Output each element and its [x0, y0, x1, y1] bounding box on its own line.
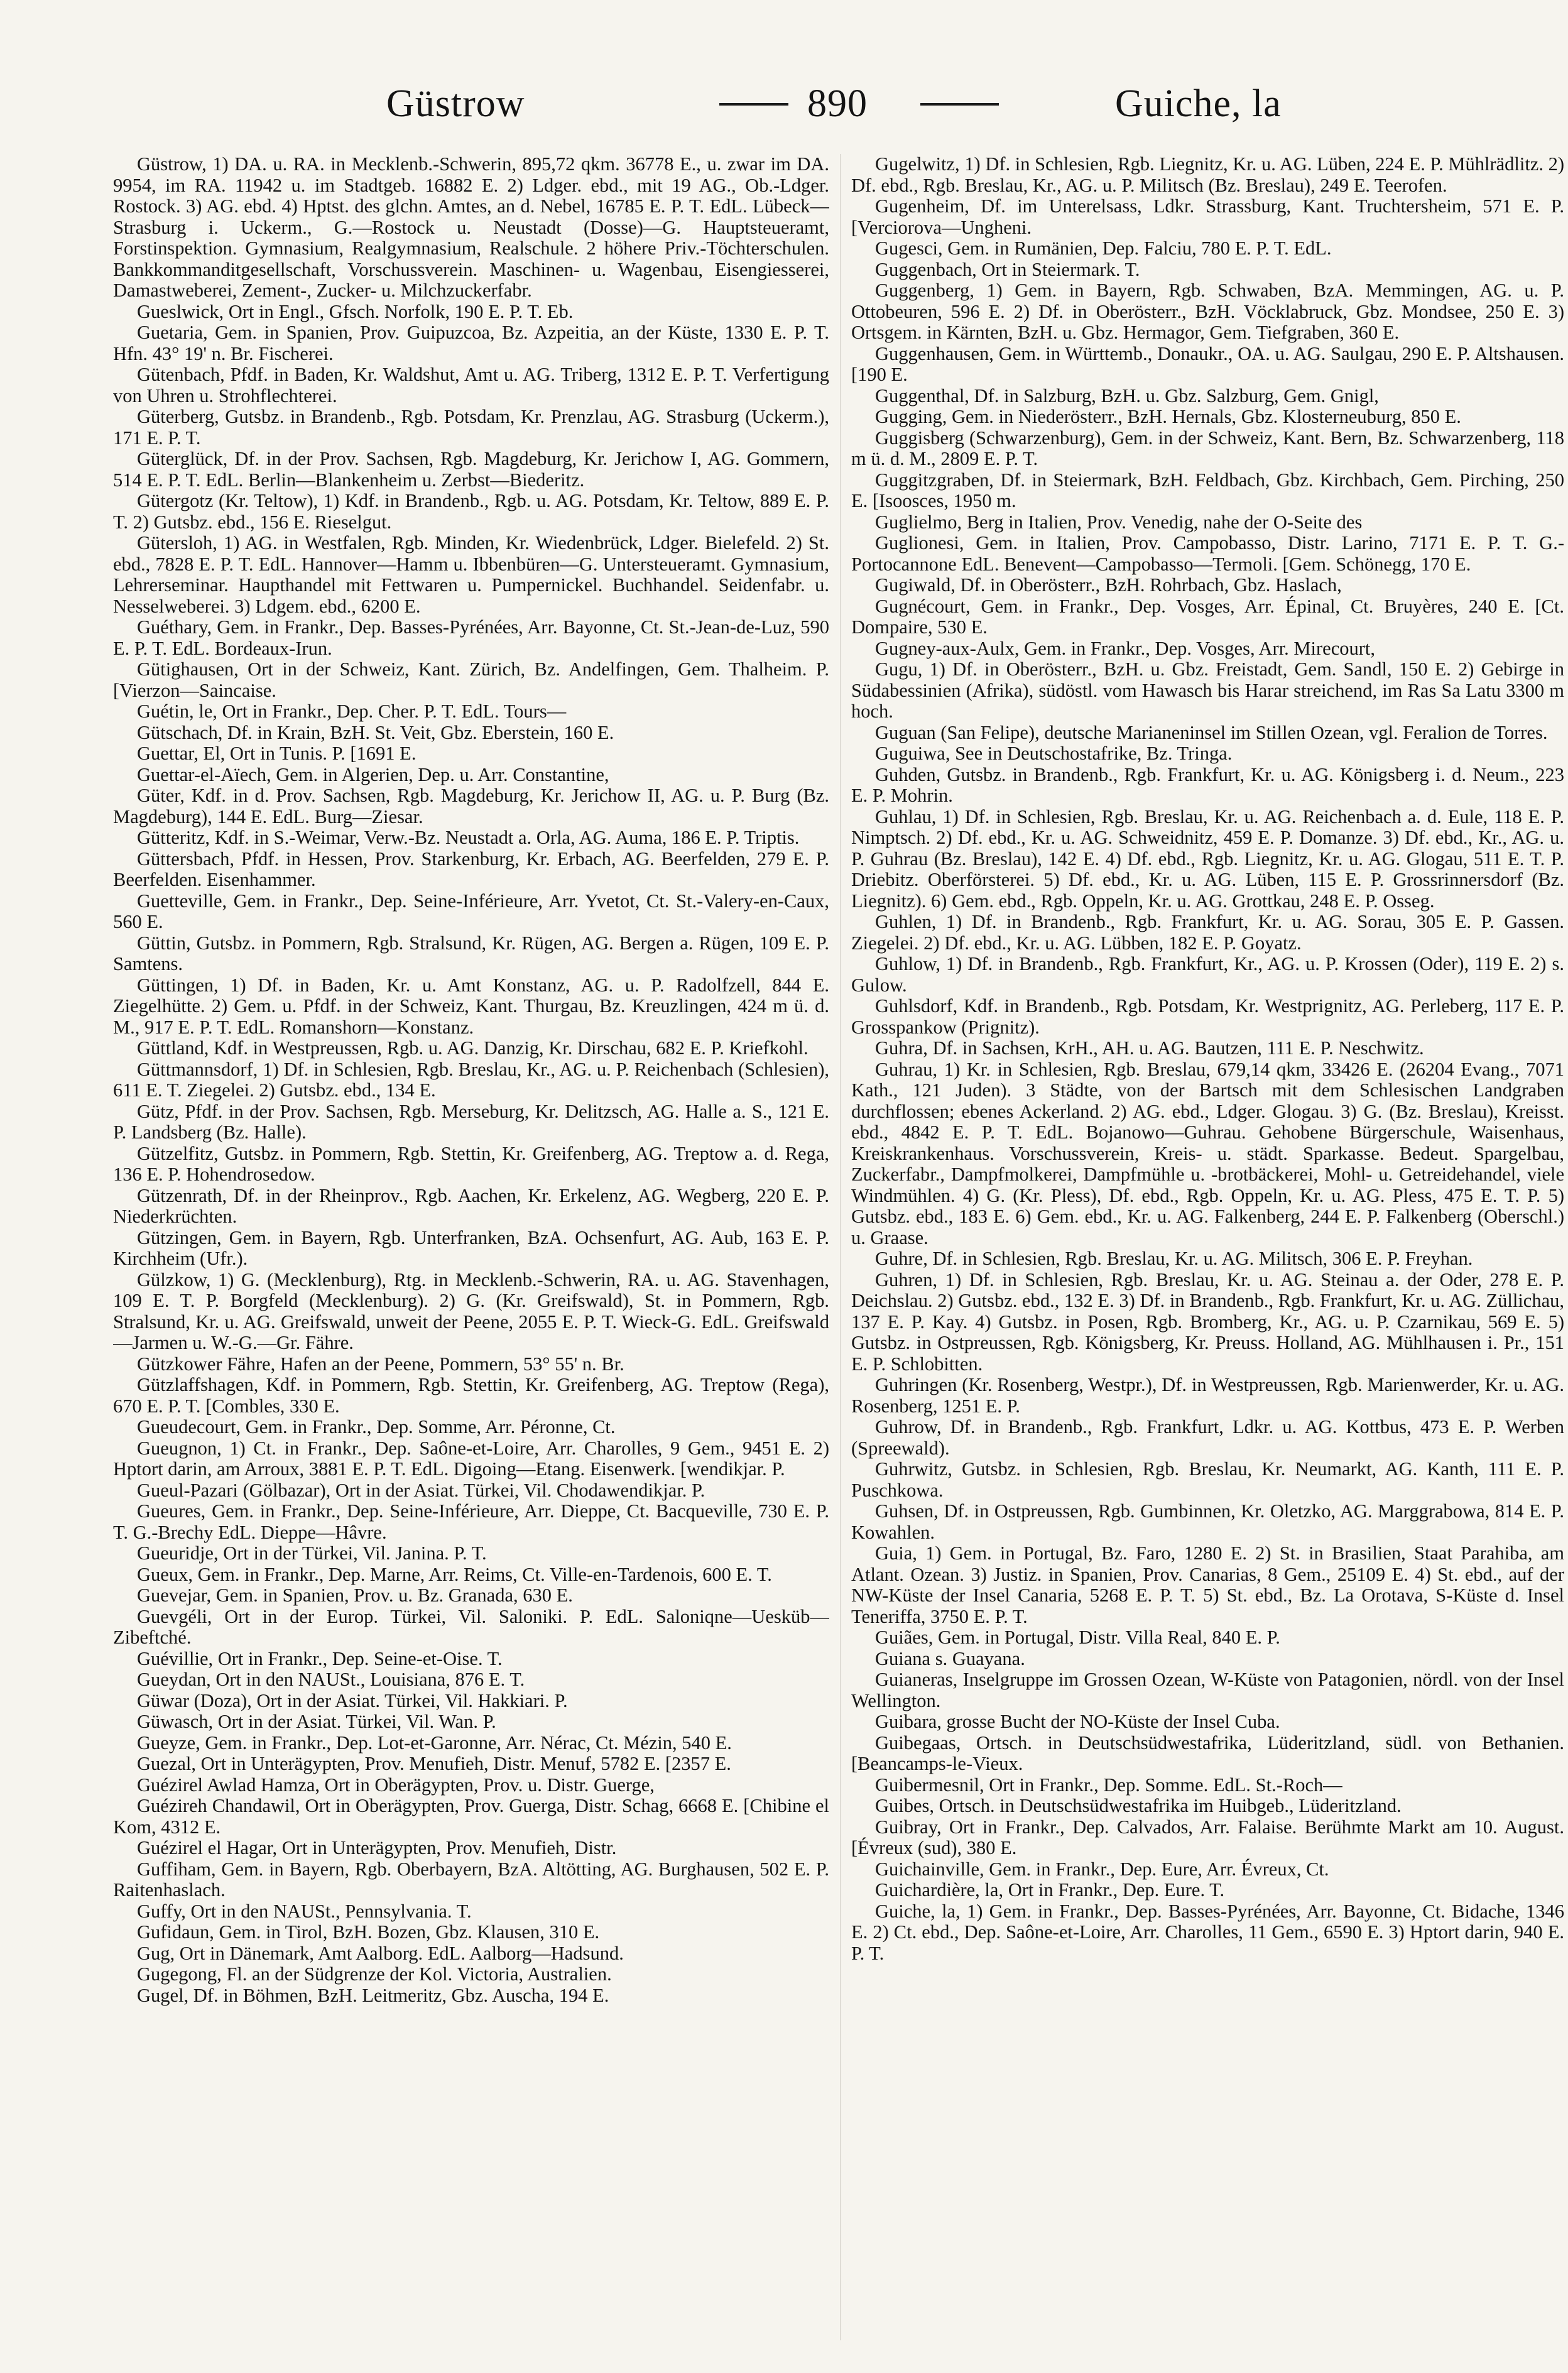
entry: Guichainville, Gem. in Frankr., Dep. Eure, Arr. Évreux, Ct. [875, 1858, 1329, 1880]
entry: Guettar-el-Aïech, Gem. in Algerien, Dep. u. Arr. Constantine, [137, 763, 609, 785]
entry: Gueux, Gem. in Frankr., Dep. Marne, Arr. Reims, Ct. Ville-en-Tardenois, 600 E. T. [137, 1563, 772, 1585]
entry: Gueugnon, 1) Ct. in Frankr., Dep. Saône-et-Loire, Arr. Charolles, 9 Gem., 9451 E. 2) Hptort darin, am Arroux, 3881 E. P. T. EdL. Digoing—Etang. Eisenwerk. [wendikjar. P. [113, 1437, 829, 1480]
entry: Guézirel el Hagar, Ort in Unterägypten, Prov. Menufieh, Distr. [137, 1837, 617, 1858]
entry: Guhrau, 1) Kr. in Schlesien, Rgb. Breslau, 679,14 qkm, 33426 E. (26204 Evang., 7071 Kath., 121 Juden). 3 Städte, von der Bartsch mit dem Schlesischen Landgraben durchflossen; ebenes Ackerland. 2) AG. ebd., Ldger. Glogau. 3) G. (Bz. Breslau), Kreisst. ebd., 4842 E. P. T. EdL. Bojanowo—Guhrau. Gehobene Bürgerschule, Waisenhaus, Kreiskrankenhaus. Vorschussverein, Kreis- u. städt. Sparkasse. Bedeut. Spargelbau, Zuckerfabr., Dampfmolkerei, Dampfmühle u. -brotbäckerei, Mohl- u. Getreidehandel, viele Windmühlen. 4) G. (Kr. Pless), Df. ebd., Rgb. Oppeln, Kr. u. AG. Pless, 475 E. T. P. 5) Gutsbz. ebd., 183 E. 6) Gem. ebd., Kr. u. AG. Falkenberg, 244 E. P. Falkenberg (Oberschl.) u. Graase. [851, 1058, 1564, 1248]
entry: Guéthary, Gem. in Frankr., Dep. Basses-Pyrénées, Arr. Bayonne, Ct. St.-Jean-de-Luz, 590 E. P. T. EdL. Bordeaux-Irun. [113, 616, 829, 659]
entry: Guguiwa, See in Deutschostafrike, Bz. Tringa. [875, 743, 1233, 764]
entry: Guhra, Df. in Sachsen, KrH., AH. u. AG. Bautzen, 111 E. P. Neschwitz. [875, 1037, 1424, 1059]
entry: Guhlsdorf, Kdf. in Brandenb., Rgb. Potsdam, Kr. Westprignitz, AG. Perleberg, 117 E. P. Grosspankow (Prignitz). [851, 995, 1564, 1038]
entry: Guevgéli, Ort in der Europ. Türkei, Vil. Saloniki. P. EdL. Saloniqne—Uesküb—Zibeftché. [113, 1605, 829, 1648]
left-column [113, 154, 829, 2347]
entry: Guggitzgraben, Df. in Steiermark, BzH. Feldbach, Gbz. Kirchbach, Gem. Pirching, 250 E. [Isoosces, 1950 m. [851, 469, 1564, 511]
entry: Guhrow, Df. in Brandenb., Rgb. Frankfurt, Ldkr. u. AG. Kottbus, 473 E. P. Werben (Spreewald). [851, 1416, 1564, 1459]
entry: Gugegong, Fl. an der Südgrenze der Kol. Victoria, Australien. [137, 1963, 612, 1985]
entry: Guffiham, Gem. in Bayern, Rgb. Oberbayern, BzA. Altötting, AG. Burghausen, 502 E. P. Raitenhaslach. [113, 1858, 829, 1901]
page-header [0, 69, 1568, 138]
entry: Guhsen, Df. in Ostpreussen, Rgb. Gumbinnen, Kr. Oletzko, AG. Marggrabowa, 814 E. P. Kowahlen. [851, 1500, 1564, 1543]
entry: Gützingen, Gem. in Bayern, Rgb. Unterfranken, BzA. Ochsenfurt, AG. Aub, 163 E. P. Kirchheim (Ufr.). [113, 1226, 829, 1269]
entry: Güttersbach, Pfdf. in Hessen, Prov. Starkenburg, Kr. Erbach, AG. Beerfelden, 279 E. P. Beerfelden. Eisenhammer. [113, 848, 829, 890]
entry: Guiães, Gem. in Portugal, Distr. Villa Real, 840 E. P. [875, 1627, 1280, 1648]
entry: Guguan (San Felipe), deutsche Marianeninsel im Stillen Ozean, vgl. Feralion de Torres. [875, 721, 1548, 743]
entry: Guffy, Ort in den NAUSt., Pennsylvania. T. [137, 1900, 472, 1922]
entry: Gütergotz (Kr. Teltow), 1) Kdf. in Brandenb., Rgb. u. AG. Potsdam, Kr. Teltow, 889 E. P. T. 2) Gutsbz. ebd., 156 E. Rieselgut. [113, 490, 829, 533]
entry: Guggenthal, Df. in Salzburg, BzH. u. Gbz. Salzburg, Gem. Gnigl, [875, 385, 1379, 406]
entry: Guibara, grosse Bucht der NO-Küste der Insel Cuba. [875, 1711, 1280, 1732]
entry: Güwasch, Ort in der Asiat. Türkei, Vil. Wan. P. [137, 1711, 496, 1732]
entry: Guhringen (Kr. Rosenberg, Westpr.), Df. in Westpreussen, Rgb. Marienwerder, Kr. u. AG. Rosenberg, 1251 E. P. [851, 1374, 1564, 1417]
entry: Guhlow, 1) Df. in Brandenb., Rgb. Frankfurt, Kr., AG. u. P. Krossen (Oder), 119 E. 2) s. Gulow. [851, 953, 1564, 996]
entry: Gugging, Gem. in Niederösterr., BzH. Hernals, Gbz. Klosterneuburg, 850 E. [875, 406, 1461, 427]
right-column [851, 154, 1564, 2347]
entry: Gütschach, Df. in Krain, BzH. St. Veit, Gbz. Eberstein, 160 E. [137, 721, 614, 743]
entry: Gützelfitz, Gutsbz. in Pommern, Rgb. Stettin, Kr. Greifenberg, AG. Treptow a. d. Rega, 136 E. P. Hohendrosedow. [113, 1142, 829, 1185]
entry: Guhren, 1) Df. in Schlesien, Rgb. Breslau, Kr. u. AG. Steinau a. der Oder, 278 E. P. Deichslau. 2) Gutsbz. ebd., 132 E. 3) Df. in Brandenb., Rgb. Frankfurt, Kr. u. AG. Züllichau, 137 E. P. Kay. 4) Gutsbz. in Posen, Rgb. Bromberg, Kr., AG. u. P. Czarnikau, 569 E. 5) Gutsbz. in Ostpreussen, Rgb. Königsberg, Kr. Preuss. Holland, AG. Mühlhausen i. Pr., 151 E. P. Schlobitten. [851, 1268, 1564, 1375]
entry: Guglielmo, Berg in Italien, Prov. Venedig, nahe der O-Seite des [875, 511, 1363, 533]
entry: Gueslwick, Ort in Engl., Gfsch. Norfolk, 190 E. P. T. Eb. [137, 300, 574, 322]
entry: Guhden, Gutsbz. in Brandenb., Rgb. Frankfurt, Kr. u. AG. Königsberg i. d. Neum., 223 E. P. Mohrin. [851, 763, 1564, 806]
entry: Guianeras, Inselgruppe im Grossen Ozean, W-Küste von Patagonien, nördl. von der Insel Wellington. [851, 1669, 1564, 1711]
entry: Guhrwitz, Gutsbz. in Schlesien, Rgb. Breslau, Kr. Neumarkt, AG. Kanth, 111 E. P. Puschkowa. [851, 1458, 1564, 1501]
entry: Gütersloh, 1) AG. in Westfalen, Rgb. Minden, Kr. Wiedenbrück, Ldger. Bielefeld. 2) St. ebd., 7828 E. P. T. EdL. Hannover—Hamm u. Ibbenbüren—G. Untersteueramt. Gymnasium, Lehrerseminar. Haupthandel mit Fettwaren u. Pumpernickel. Buchhandel. Seidenfabr. u. Nesselweberei. 3) Ldgem. ebd., 6200 E. [113, 532, 829, 617]
entry: Güter, Kdf. in d. Prov. Sachsen, Rgb. Magdeburg, Kr. Jerichow II, AG. u. P. Burg (Bz. Magdeburg), 144 E. EdL. Burg—Ziesar. [113, 785, 829, 827]
entry: Guia, 1) Gem. in Portugal, Bz. Faro, 1280 E. 2) St. in Brasilien, Staat Parahiba, am Atlant. Ozean. 3) Justiz. in Spanien, Prov. Canarias, 8 Gem., 25109 E. 4) St. ebd., auf der NW-Küste der Insel Canaria, 5268 E. P. T. 5) St. ebd., Bz. La Orotava, S-Küste d. Insel Teneriffa, 3750 E. P. T. [851, 1542, 1564, 1627]
entry: Güwar (Doza), Ort in der Asiat. Türkei, Vil. Hakkiari. P. [137, 1689, 568, 1711]
entry: Gütteritz, Kdf. in S.-Weimar, Verw.-Bz. Neustadt a. Orla, AG. Auma, 186 E. P. Triptis. [137, 827, 800, 848]
entry: Guichardière, la, Ort in Frankr., Dep. Eure. T. [875, 1879, 1225, 1901]
entry: Gützenrath, Df. in der Rheinprov., Rgb. Aachen, Kr. Erkelenz, AG. Wegberg, 220 E. P. Niederkrüchten. [113, 1184, 829, 1227]
entry: Gug, Ort in Dänemark, Amt Aalborg. EdL. Aalborg—Hadsund. [137, 1942, 624, 1964]
entry: Guetaria, Gem. in Spanien, Prov. Guipuzcoa, Bz. Azpeitia, an der Küste, 1330 E. P. T. Hfn. 43° 19' n. Br. Fischerei. [113, 322, 829, 364]
entry: Gueudecourt, Gem. in Frankr., Dep. Somme, Arr. Péronne, Ct. [137, 1416, 616, 1437]
entry: Gützkower Fähre, Hafen an der Peene, Pommern, 53° 55' n. Br. [137, 1353, 624, 1375]
entry: Güterglück, Df. in der Prov. Sachsen, Rgb. Magdeburg, Kr. Jerichow I, AG. Gommern, 514 E. P. T. EdL. Berlin—Blankenheim u. Zerbst—Biederitz. [113, 448, 829, 491]
entry: Guévillie, Ort in Frankr., Dep. Seine-et-Oise. T. [137, 1647, 503, 1669]
entry: Gugesci, Gem. in Rumänien, Dep. Falciu, 780 E. P. T. EdL. [875, 237, 1332, 259]
page-number: 890 [807, 82, 868, 125]
entry: Guiche, la, 1) Gem. in Frankr., Dep. Basses-Pyrénées, Arr. Bayonne, Ct. Bidache, 1346 E. 2) Ct. ebd., Dep. Saône-et-Loire, Arr. Charolles, 11 Gem., 6590 E. 3) Hptort darin, 940 E. P. T. [851, 1900, 1564, 1964]
entry: Güttin, Gutsbz. in Pommern, Rgb. Stralsund, Kr. Rügen, AG. Bergen a. Rügen, 109 E. P. Samtens. [113, 932, 829, 974]
entry: Guibegaas, Ortsch. in Deutschsüdwestafrika, Lüderitzland, südl. von Bethanien. [Beancamps-le-Vieux. [851, 1732, 1564, 1774]
entry: Guetteville, Gem. in Frankr., Dep. Seine-Inférieure, Arr. Yvetot, Ct. St.-Valery-en-Caux, 560 E. [113, 890, 829, 932]
entry: Güttingen, 1) Df. in Baden, Kr. u. Amt Konstanz, AG. u. P. Radolfzell, 844 E. Ziegelhütte. 2) Gem. u. Pfdf. in der Schweiz, Kant. Thurgau, Bz. Kreuzlingen, 424 m ü. d. M., 917 E. P. T. EdL. Romanshorn—Konstanz. [113, 974, 829, 1038]
entry: Gugenheim, Df. im Unterelsass, Ldkr. Strassburg, Kant. Truchtersheim, 571 E. P. [Verciorova—Ungheni. [851, 195, 1564, 238]
entry: Gueyze, Gem. in Frankr., Dep. Lot-et-Garonne, Arr. Nérac, Ct. Mézin, 540 E. [137, 1732, 732, 1754]
entry: Guiana s. Guayana. [875, 1647, 1025, 1669]
entry: Gugnécourt, Gem. in Frankr., Dep. Vosges, Arr. Épinal, Ct. Bruyères, 240 E. [Ct. Dompaire, 530 E. [851, 595, 1564, 638]
entry: Guézirel Awlad Hamza, Ort in Oberägypten, Prov. u. Distr. Guerge, [137, 1774, 655, 1796]
entry: Guglionesi, Gem. in Italien, Prov. Campobasso, Distr. Larino, 7171 E. P. T. G.-Portocannone EdL. Benevent—Campobasso—Termoli. [Gem. Schönegg, 170 E. [851, 532, 1564, 575]
entry: Gütz, Pfdf. in der Prov. Sachsen, Rgb. Merseburg, Kr. Delitzsch, AG. Halle a. S., 121 E. P. Landsberg (Bz. Halle). [113, 1100, 829, 1143]
header-left-keyword: Güstrow [386, 82, 525, 125]
header-dash-left [719, 103, 788, 106]
entry: Guhlau, 1) Df. in Schlesien, Rgb. Breslau, Kr. u. AG. Reichenbach a. d. Eule, 118 E. P. Nimptsch. 2) Df. ebd., Kr. u. AG. Schweidnitz, 459 E. P. Domanze. 3) Df. ebd., Kr., AG. u. P. Guhrau (Bz. Breslau), 142 E. 4) Df. ebd., Rgb. Liegnitz, Kr. u. AG. Glogau, 511 E. T. P. Driebitz. Oberförsterei. 5) Df. ebd., Kr. u. AG. Lüben, 115 E. P. Grossrinnersdorf (Bz. Liegnitz). 6) Gem. ebd., Rgb. Oppeln, Kr. u. AG. Grottkau, 248 E. P. Osseg. [851, 805, 1564, 912]
entry: Guhre, Df. in Schlesien, Rgb. Breslau, Kr. u. AG. Militsch, 306 E. P. Freyhan. [875, 1248, 1473, 1269]
entry: Guggenbach, Ort in Steiermark. T. [875, 258, 1140, 280]
entry: Guettar, El, Ort in Tunis. P. [1691 E. [137, 743, 416, 764]
entry: Gütighausen, Ort in der Schweiz, Kant. Zürich, Bz. Andelfingen, Gem. Thalheim. P. [Vierzon—Saincaise. [113, 658, 829, 701]
entry: Guggenhausen, Gem. in Württemb., Donaukr., OA. u. AG. Saulgau, 290 E. P. Altshausen. [190 E. [851, 342, 1564, 385]
entry: Güterberg, Gutsbz. in Brandenb., Rgb. Potsdam, Kr. Prenzlau, AG. Strasburg (Uckerm.), 171 E. P. T. [113, 406, 829, 449]
entry: Gülzkow, 1) G. (Mecklenburg), Rtg. in Mecklenb.-Schwerin, RA. u. AG. Stavenhagen, 109 E. T. P. Borgfeld (Mecklenburg). 2) G. (Kr. Greifswald), St. in Pommern, Rgb. Stralsund, Kr. u. AG. Greifswald, unweit der Peene, 2055 E. P. T. Wieck-G. EdL. Greifswald—Jarmen u. W.-G.—Gr. Fähre. [113, 1268, 829, 1353]
entry: Gützlaffshagen, Kdf. in Pommern, Rgb. Stettin, Kr. Greifenberg, AG. Treptow (Rega), 670 E. P. T. [Combles, 330 E. [113, 1374, 829, 1417]
entry: Guggisberg (Schwarzenburg), Gem. in der Schweiz, Kant. Bern, Bz. Schwarzenberg, 118 m ü. d. M., 2809 E. P. T. [851, 427, 1564, 469]
entry: Gueures, Gem. in Frankr., Dep. Seine-Inférieure, Arr. Dieppe, Ct. Bacqueville, 730 E. P. T. G.-Brechy EdL. Dieppe—Hâvre. [113, 1500, 829, 1543]
entry: Gütenbach, Pfdf. in Baden, Kr. Waldshut, Amt u. AG. Triberg, 1312 E. P. T. Verfertigung von Uhren u. Strohflechterei. [113, 364, 829, 406]
entry: Gueuridje, Ort in der Türkei, Vil. Janina. P. T. [137, 1542, 487, 1564]
entry: Guibray, Ort in Frankr., Dep. Calvados, Arr. Falaise. Berühmte Markt am 10. August. [Évreux (sud), 380 E. [851, 1816, 1564, 1858]
entry: Guézireh Chandawil, Ort in Oberägypten, Prov. Guerga, Distr. Schag, 6668 E. [Chibine el Kom, 4312 E. [113, 1795, 829, 1838]
entry: Güttland, Kdf. in Westpreussen, Rgb. u. AG. Danzig, Kr. Dirschau, 682 E. P. Kriefkohl. [137, 1037, 808, 1059]
entry: Guétin, le, Ort in Frankr., Dep. Cher. P. T. EdL. Tours— [137, 701, 567, 722]
entry: Güstrow, 1) DA. u. RA. in Mecklenb.-Schwerin, 895,72 qkm. 36778 E., u. zwar im DA. 9954, im RA. 11942 u. im Stadtgeb. 16882 E. 2) Ldger. ebd., mit 19 AG., Ob.-Ldger. Rostock. 3) AG. ebd. 4) Hptst. des glchn. Amtes, an d. Nebel, 16785 E. P. T. EdL. Lübeck—Strasburg i. Uckerm., G.—Rostock u. Neustadt (Dosse)—G. Hauptsteueramt, Forstinspektion. Gymnasium, Realgymnasium, Realschule. 2 höhere Priv.-Töchterschulen. Bankkommanditgesellschaft, Vorschussverein. Maschinen- u. Wagenbau, Eisengiesserei, Damastweberei, Zement-, Zucker- u. Milchzuckerfabr. [113, 154, 829, 301]
entry: Gugu, 1) Df. in Oberösterr., BzH. u. Gbz. Freistadt, Gem. Sandl, 150 E. 2) Gebirge in Südabessinien (Afrika), südöstl. vom Hawasch bis Harar streichend, im Ras Sa Latu 3300 m hoch. [851, 658, 1564, 722]
header-right-keyword: Guiche, la [1115, 82, 1282, 125]
entry: Guibes, Ortsch. in Deutschsüdwestafrika im Huibgeb., Lüderitzland. [875, 1795, 1402, 1816]
entry: Guezal, Ort in Unterägypten, Prov. Menufieh, Distr. Menuf, 5782 E. [2357 E. [137, 1753, 731, 1774]
entry: Guhlen, 1) Df. in Brandenb., Rgb. Frankfurt, Kr. u. AG. Sorau, 305 E. P. Gassen. Ziegelei. 2) Df. ebd., Kr. u. AG. Lübben, 182 E. P. Goyatz. [851, 911, 1564, 954]
entry: Güttmannsdorf, 1) Df. in Schlesien, Rgb. Breslau, Kr., AG. u. P. Reichenbach (Schlesien), 611 E. T. Ziegelei. 2) Gutsbz. ebd., 134 E. [113, 1058, 829, 1101]
entry: Gufidaun, Gem. in Tirol, BzH. Bozen, Gbz. Klausen, 310 E. [137, 1921, 600, 1943]
column-divider [840, 154, 841, 2340]
entry: Guibermesnil, Ort in Frankr., Dep. Somme. EdL. St.-Roch— [875, 1774, 1342, 1796]
entry: Guevejar, Gem. in Spanien, Prov. u. Bz. Granada, 630 E. [137, 1585, 573, 1606]
header-dash-right [920, 103, 999, 106]
entry: Gugiwald, Df. in Oberösterr., BzH. Rohrbach, Gbz. Haslach, [875, 574, 1342, 596]
entry: Gugney-aux-Aulx, Gem. in Frankr., Dep. Vosges, Arr. Mirecourt, [875, 637, 1375, 659]
entry: Gugelwitz, 1) Df. in Schlesien, Rgb. Liegnitz, Kr. u. AG. Lüben, 224 E. P. Mühlrädlitz. 2) Df. ebd., Rgb. Breslau, Kr., AG. u. P. Militsch (Bz. Breslau), 249 E. Teerofen. [851, 154, 1564, 196]
entry: Gueul-Pazari (Gölbazar), Ort in der Asiat. Türkei, Vil. Chodawendikjar. P. [137, 1479, 705, 1501]
entry: Gugel, Df. in Böhmen, BzH. Leitmeritz, Gbz. Auscha, 194 E. [137, 1984, 609, 2006]
entry: Guggenberg, 1) Gem. in Bayern, Rgb. Schwaben, BzA. Memmingen, AG. u. P. Ottobeuren, 596 E. 2) Df. in Oberösterr., BzH. Vöcklabruck, Gbz. Mondsee, 250 E. 3) Ortsgem. in Kärnten, BzH. u. Gbz. Hermagor, Gem. Tiefgraben, 360 E. [851, 280, 1564, 343]
entry: Gueydan, Ort in den NAUSt., Louisiana, 876 E. T. [137, 1669, 525, 1690]
